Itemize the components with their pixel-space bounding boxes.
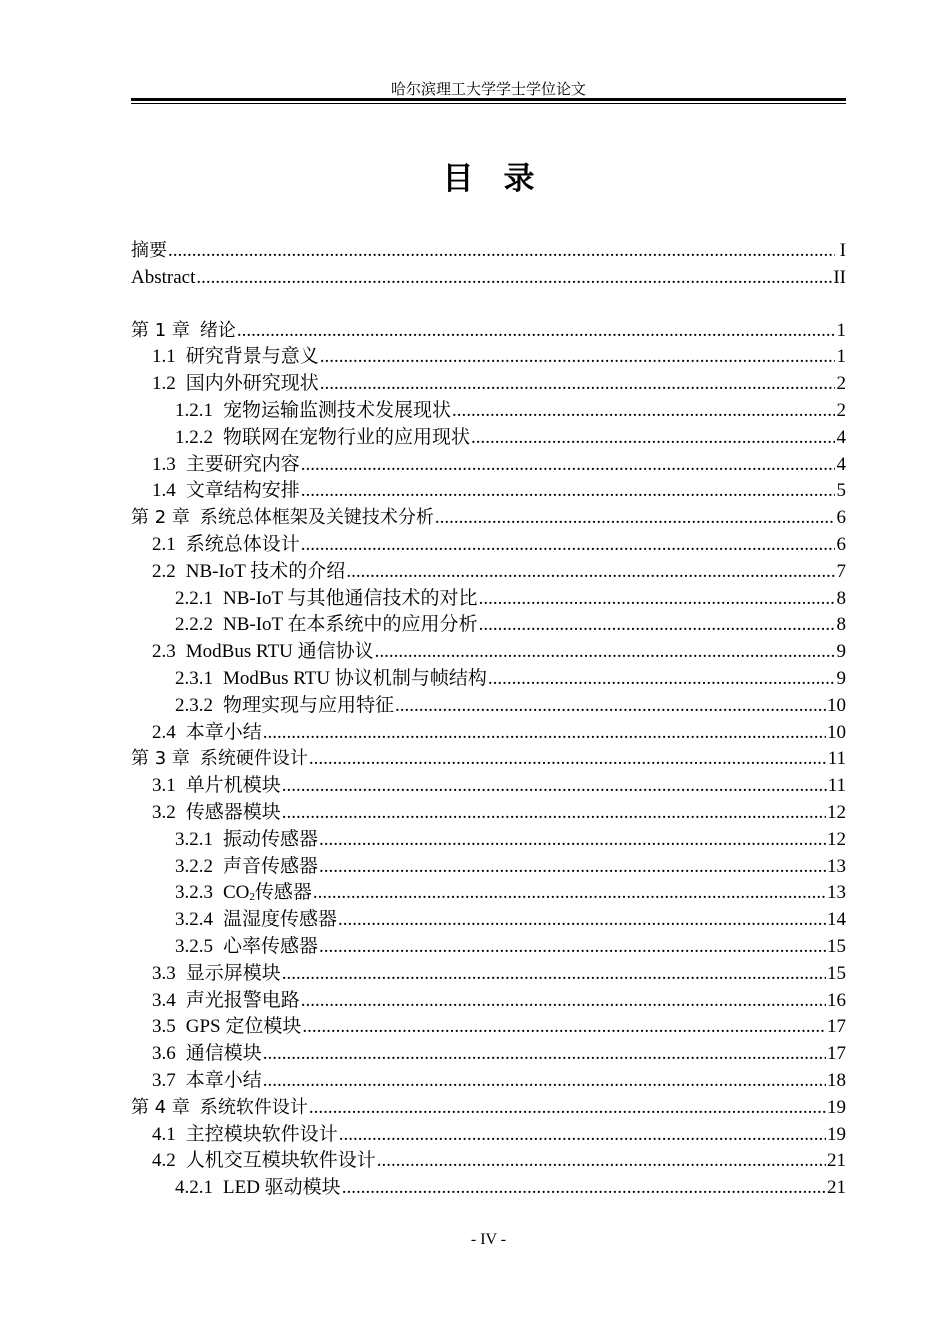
toc-entry-text [152, 532, 300, 559]
dot-leader [479, 612, 835, 639]
toc-entry-number: 3.2.2 [175, 855, 213, 877]
toc-entry-text [175, 1175, 341, 1202]
toc-entry-page: 21 [827, 1150, 846, 1172]
toc-entry-title: 系统软件设计 [199, 1096, 308, 1118]
toc-entry[interactable] [131, 773, 846, 800]
toc-entry-title: 系统总体框架及关键技术分析 [199, 507, 434, 529]
toc-entry-number: 2.4 [152, 721, 176, 743]
toc-entry-title: GPS 定位模块 [185, 1016, 302, 1038]
toc-title-part1: 目 [442, 161, 474, 197]
toc-entry[interactable] [131, 693, 846, 720]
toc-entry-title: 传感器模块 [185, 801, 281, 823]
dot-leader [338, 907, 826, 934]
toc-entry-text [175, 398, 451, 425]
toc-entry-text [152, 988, 300, 1015]
toc-entry-number: 4.2.1 [175, 1177, 213, 1199]
toc-entry-page: 9 [836, 641, 846, 663]
dot-leader [452, 398, 835, 425]
toc-entry-number: 4.1 [152, 1123, 176, 1145]
dot-leader [301, 478, 835, 505]
toc-entry-text [175, 666, 487, 693]
table-of-contents [131, 238, 846, 1202]
toc-entry-abstract-cn[interactable] [131, 238, 846, 265]
toc-entry-page: 8 [836, 587, 846, 609]
toc-entry-page: 1 [836, 319, 846, 341]
dot-leader [346, 559, 835, 586]
toc-entry-page: 15 [827, 935, 846, 957]
dot-leader [282, 961, 826, 988]
toc-entry-page: 8 [836, 614, 846, 636]
toc-entry-number: 3.2.1 [175, 828, 213, 850]
toc-entry-text [175, 612, 478, 639]
toc-entry-page: 4 [836, 453, 846, 475]
toc-entry[interactable] [131, 988, 846, 1015]
toc-entry[interactable] [131, 318, 846, 345]
toc-entry-text [152, 1122, 338, 1149]
toc-entry-title: CO [223, 882, 250, 904]
dot-leader [302, 1014, 826, 1041]
toc-entry-text [131, 505, 434, 532]
dot-leader [471, 425, 835, 452]
toc-entry-title: 单片机模块 [185, 775, 281, 797]
toc-entry[interactable] [131, 452, 846, 479]
toc-entry-number: 3.6 [152, 1043, 176, 1065]
toc-entry[interactable] [131, 720, 846, 747]
toc-title [131, 153, 846, 198]
dot-leader [319, 827, 826, 854]
toc-entry-page: 18 [827, 1069, 846, 1091]
toc-entry-number: 2.2.1 [175, 587, 213, 609]
toc-entry-title: NB-IoT 在本系统中的应用分析 [223, 614, 478, 636]
toc-entry-number: 2.1 [152, 533, 176, 555]
toc-entry-number: 2.3.1 [175, 667, 213, 689]
dot-leader [319, 934, 826, 961]
toc-entry-title: 声音传感器 [223, 855, 319, 877]
dot-leader [301, 452, 835, 479]
toc-entry-page: 15 [827, 962, 846, 984]
toc-entry-title: 显示屏模块 [185, 962, 281, 984]
dot-leader [395, 693, 826, 720]
toc-entry-title: 文章结构安排 [185, 480, 300, 502]
toc-entry-title: 人机交互模块软件设计 [185, 1150, 376, 1172]
toc-entry-page: 11 [827, 775, 846, 797]
toc-entry-text [131, 1095, 308, 1122]
toc-entry-title: 系统总体设计 [185, 533, 300, 555]
toc-entry-text [152, 478, 300, 505]
dot-leader [339, 1122, 826, 1149]
toc-entry[interactable] [131, 1175, 846, 1202]
toc-entry-text [152, 961, 281, 988]
toc-entry-page: 5 [836, 480, 846, 502]
toc-entry-title: 物理实现与应用特征 [223, 694, 395, 716]
toc-entry[interactable] [131, 907, 846, 934]
dot-leader [375, 639, 835, 666]
dot-leader [196, 265, 832, 292]
toc-entry-title: NB-IoT 与其他通信技术的对比 [223, 587, 478, 609]
dot-leader [479, 586, 835, 613]
toc-entry-text [152, 344, 319, 371]
toc-entry-title: 主要研究内容 [185, 453, 300, 475]
toc-entry[interactable] [131, 371, 846, 398]
dot-leader [301, 988, 826, 1015]
toc-entry-number: 3.3 [152, 962, 176, 984]
toc-entry[interactable] [131, 478, 846, 505]
dot-leader [263, 1041, 826, 1068]
dot-leader [309, 1095, 826, 1122]
toc-entry-text [152, 1148, 376, 1175]
toc-entry-text [175, 934, 318, 961]
toc-entry-text [175, 827, 318, 854]
toc-entry[interactable] [131, 505, 846, 532]
toc-spacer [131, 292, 846, 318]
toc-entry-number: 第 4 章 [131, 1096, 190, 1118]
toc-entry-number: 1.4 [152, 480, 176, 502]
toc-entry[interactable] [131, 934, 846, 961]
toc-entry-page: 9 [836, 667, 846, 689]
dot-leader [377, 1148, 826, 1175]
toc-entry-text [152, 773, 281, 800]
toc-entry[interactable] [131, 612, 846, 639]
toc-entry-number: 3.5 [152, 1016, 176, 1038]
toc-entry-page: 10 [827, 721, 846, 743]
toc-entry-page: 13 [827, 855, 846, 877]
toc-entry-number: 1.2 [152, 373, 176, 395]
toc-entry-number: 3.2.4 [175, 909, 213, 931]
toc-entry-number: 1.3 [152, 453, 176, 475]
toc-entry-number: 第 1 章 [131, 319, 190, 341]
header-rule-thin [131, 103, 846, 104]
toc-entry-title: 心率传感器 [223, 935, 319, 957]
toc-entry-text: 摘要 [131, 240, 167, 261]
toc-entry-number: 2.3 [152, 641, 176, 663]
toc-entry-title: ModBus RTU 通信协议 [185, 641, 374, 663]
toc-entry-text [175, 880, 312, 907]
toc-entry-number: 1.2.2 [175, 426, 213, 448]
toc-title-part2: 录 [503, 161, 535, 197]
dot-leader [319, 854, 826, 881]
toc-entry-number: 2.3.2 [175, 694, 213, 716]
toc-entry-page: 17 [827, 1016, 846, 1038]
toc-entry[interactable] [131, 827, 846, 854]
header-rule-thick [131, 98, 846, 101]
toc-entry-title-subscript: 2 [249, 891, 255, 904]
toc-entry-title-suffix: 传感器 [254, 882, 312, 904]
dot-leader [282, 773, 827, 800]
toc-entry-abstract-en[interactable] [131, 265, 846, 292]
toc-entry-number: 第 2 章 [131, 507, 190, 529]
toc-entry[interactable] [131, 746, 846, 773]
toc-entry-page: 6 [836, 533, 846, 555]
toc-entry-title: 宠物运输监测技术发展现状 [223, 399, 452, 421]
toc-entry-number: 1.1 [152, 346, 176, 368]
dot-leader [263, 720, 826, 747]
dot-leader [237, 318, 835, 345]
toc-entry-text [175, 693, 394, 720]
toc-entry-text [152, 1068, 262, 1095]
toc-entry-number: 3.2.5 [175, 935, 213, 957]
toc-entry-page: 2 [836, 399, 846, 421]
toc-entry[interactable] [131, 800, 846, 827]
toc-entry-page: 21 [827, 1177, 846, 1199]
toc-entry[interactable] [131, 1014, 846, 1041]
toc-entry-number: 3.1 [152, 775, 176, 797]
toc-entry-page: 14 [827, 909, 846, 931]
toc-entry-page: 4 [836, 426, 846, 448]
toc-entry-page: II [833, 266, 846, 288]
toc-entry-number: 3.4 [152, 989, 176, 1011]
page-number: - IV - [470, 1231, 507, 1248]
toc-entry-text: Abstract [131, 266, 196, 288]
toc-list [131, 318, 846, 1202]
toc-entry-page: 19 [827, 1096, 846, 1118]
toc-entry-text [152, 452, 300, 479]
toc-entry-number: 4.2 [152, 1150, 176, 1172]
toc-entry-number: 2.2 [152, 560, 176, 582]
toc-entry-text [152, 720, 262, 747]
toc-entry-title: LED 驱动模块 [223, 1177, 341, 1199]
toc-entry[interactable] [131, 344, 846, 371]
toc-entry-text [175, 907, 337, 934]
toc-entry-title: 国内外研究现状 [185, 373, 319, 395]
toc-entry-title: 声光报警电路 [185, 989, 300, 1011]
toc-entry-page: 19 [827, 1123, 846, 1145]
toc-entry-number: 3.2.3 [175, 882, 213, 904]
dot-leader [342, 1175, 826, 1202]
toc-entry-page: 10 [827, 694, 846, 716]
toc-entry-number: 第 3 章 [131, 748, 190, 770]
toc-entry-number: 1.2.1 [175, 399, 213, 421]
toc-entry-text [175, 586, 478, 613]
toc-entry-title: 本章小结 [185, 1069, 262, 1091]
toc-entry[interactable] [131, 559, 846, 586]
toc-entry-page: 11 [827, 748, 846, 770]
toc-entry-number: 3.2 [152, 801, 176, 823]
dot-leader [263, 1068, 826, 1095]
toc-entry[interactable] [131, 880, 846, 907]
toc-entry[interactable] [131, 639, 846, 666]
dot-leader [320, 344, 835, 371]
toc-entry-title: 研究背景与意义 [185, 346, 319, 368]
toc-entry[interactable] [131, 666, 846, 693]
toc-entry-title: 系统硬件设计 [199, 748, 308, 770]
toc-entry[interactable] [131, 1148, 846, 1175]
toc-entry[interactable] [131, 1068, 846, 1095]
toc-entry-text [131, 746, 308, 773]
dot-leader [301, 532, 835, 559]
toc-entry[interactable] [131, 586, 846, 613]
toc-entry-page: 2 [836, 373, 846, 395]
dot-leader [488, 666, 835, 693]
toc-entry[interactable] [131, 854, 846, 881]
toc-entry[interactable] [131, 398, 846, 425]
toc-entry-text [152, 1041, 262, 1068]
toc-entry-page: I [839, 240, 846, 261]
running-header: 哈尔滨理工大学学士学位论文 [390, 82, 586, 98]
toc-entry[interactable] [131, 1041, 846, 1068]
toc-entry[interactable] [131, 532, 846, 559]
toc-entry-title: ModBus RTU 协议机制与帧结构 [223, 667, 487, 689]
toc-entry-text [175, 425, 470, 452]
toc-entry-page: 17 [827, 1043, 846, 1065]
dot-leader [313, 880, 826, 907]
toc-entry-text [152, 371, 319, 398]
toc-entry-text [152, 559, 345, 586]
toc-entry-page: 13 [827, 882, 846, 904]
toc-entry-text [152, 639, 374, 666]
toc-entry-page: 7 [836, 560, 846, 582]
dot-leader [435, 505, 835, 532]
toc-entry-title: 绪论 [199, 319, 236, 341]
toc-entry-title: NB-IoT 技术的介绍 [185, 560, 346, 582]
toc-entry[interactable] [131, 1095, 846, 1122]
toc-entry-number: 3.7 [152, 1069, 176, 1091]
toc-entry[interactable] [131, 425, 846, 452]
toc-entry[interactable] [131, 1122, 846, 1149]
toc-entry-title: 本章小结 [185, 721, 262, 743]
toc-entry-page: 6 [836, 507, 846, 529]
dot-leader [282, 800, 826, 827]
toc-entry-text [131, 318, 236, 345]
toc-entry-text [152, 1014, 301, 1041]
toc-entry-page: 16 [827, 989, 846, 1011]
toc-entry-text [152, 800, 281, 827]
toc-entry-title: 振动传感器 [223, 828, 319, 850]
toc-entry-page: 1 [836, 346, 846, 368]
dot-leader [168, 238, 835, 265]
dot-leader [309, 746, 827, 773]
toc-entry[interactable] [131, 961, 846, 988]
toc-entry-number: 2.2.2 [175, 614, 213, 636]
toc-entry-page: 12 [827, 828, 846, 850]
toc-entry-title: 物联网在宠物行业的应用现状 [223, 426, 471, 448]
toc-entry-title: 通信模块 [185, 1043, 262, 1065]
dot-leader [320, 371, 835, 398]
toc-entry-text [175, 854, 318, 881]
toc-entry-title: 主控模块软件设计 [185, 1123, 338, 1145]
toc-entry-page: 12 [827, 801, 846, 823]
toc-entry-title: 温湿度传感器 [223, 909, 338, 931]
